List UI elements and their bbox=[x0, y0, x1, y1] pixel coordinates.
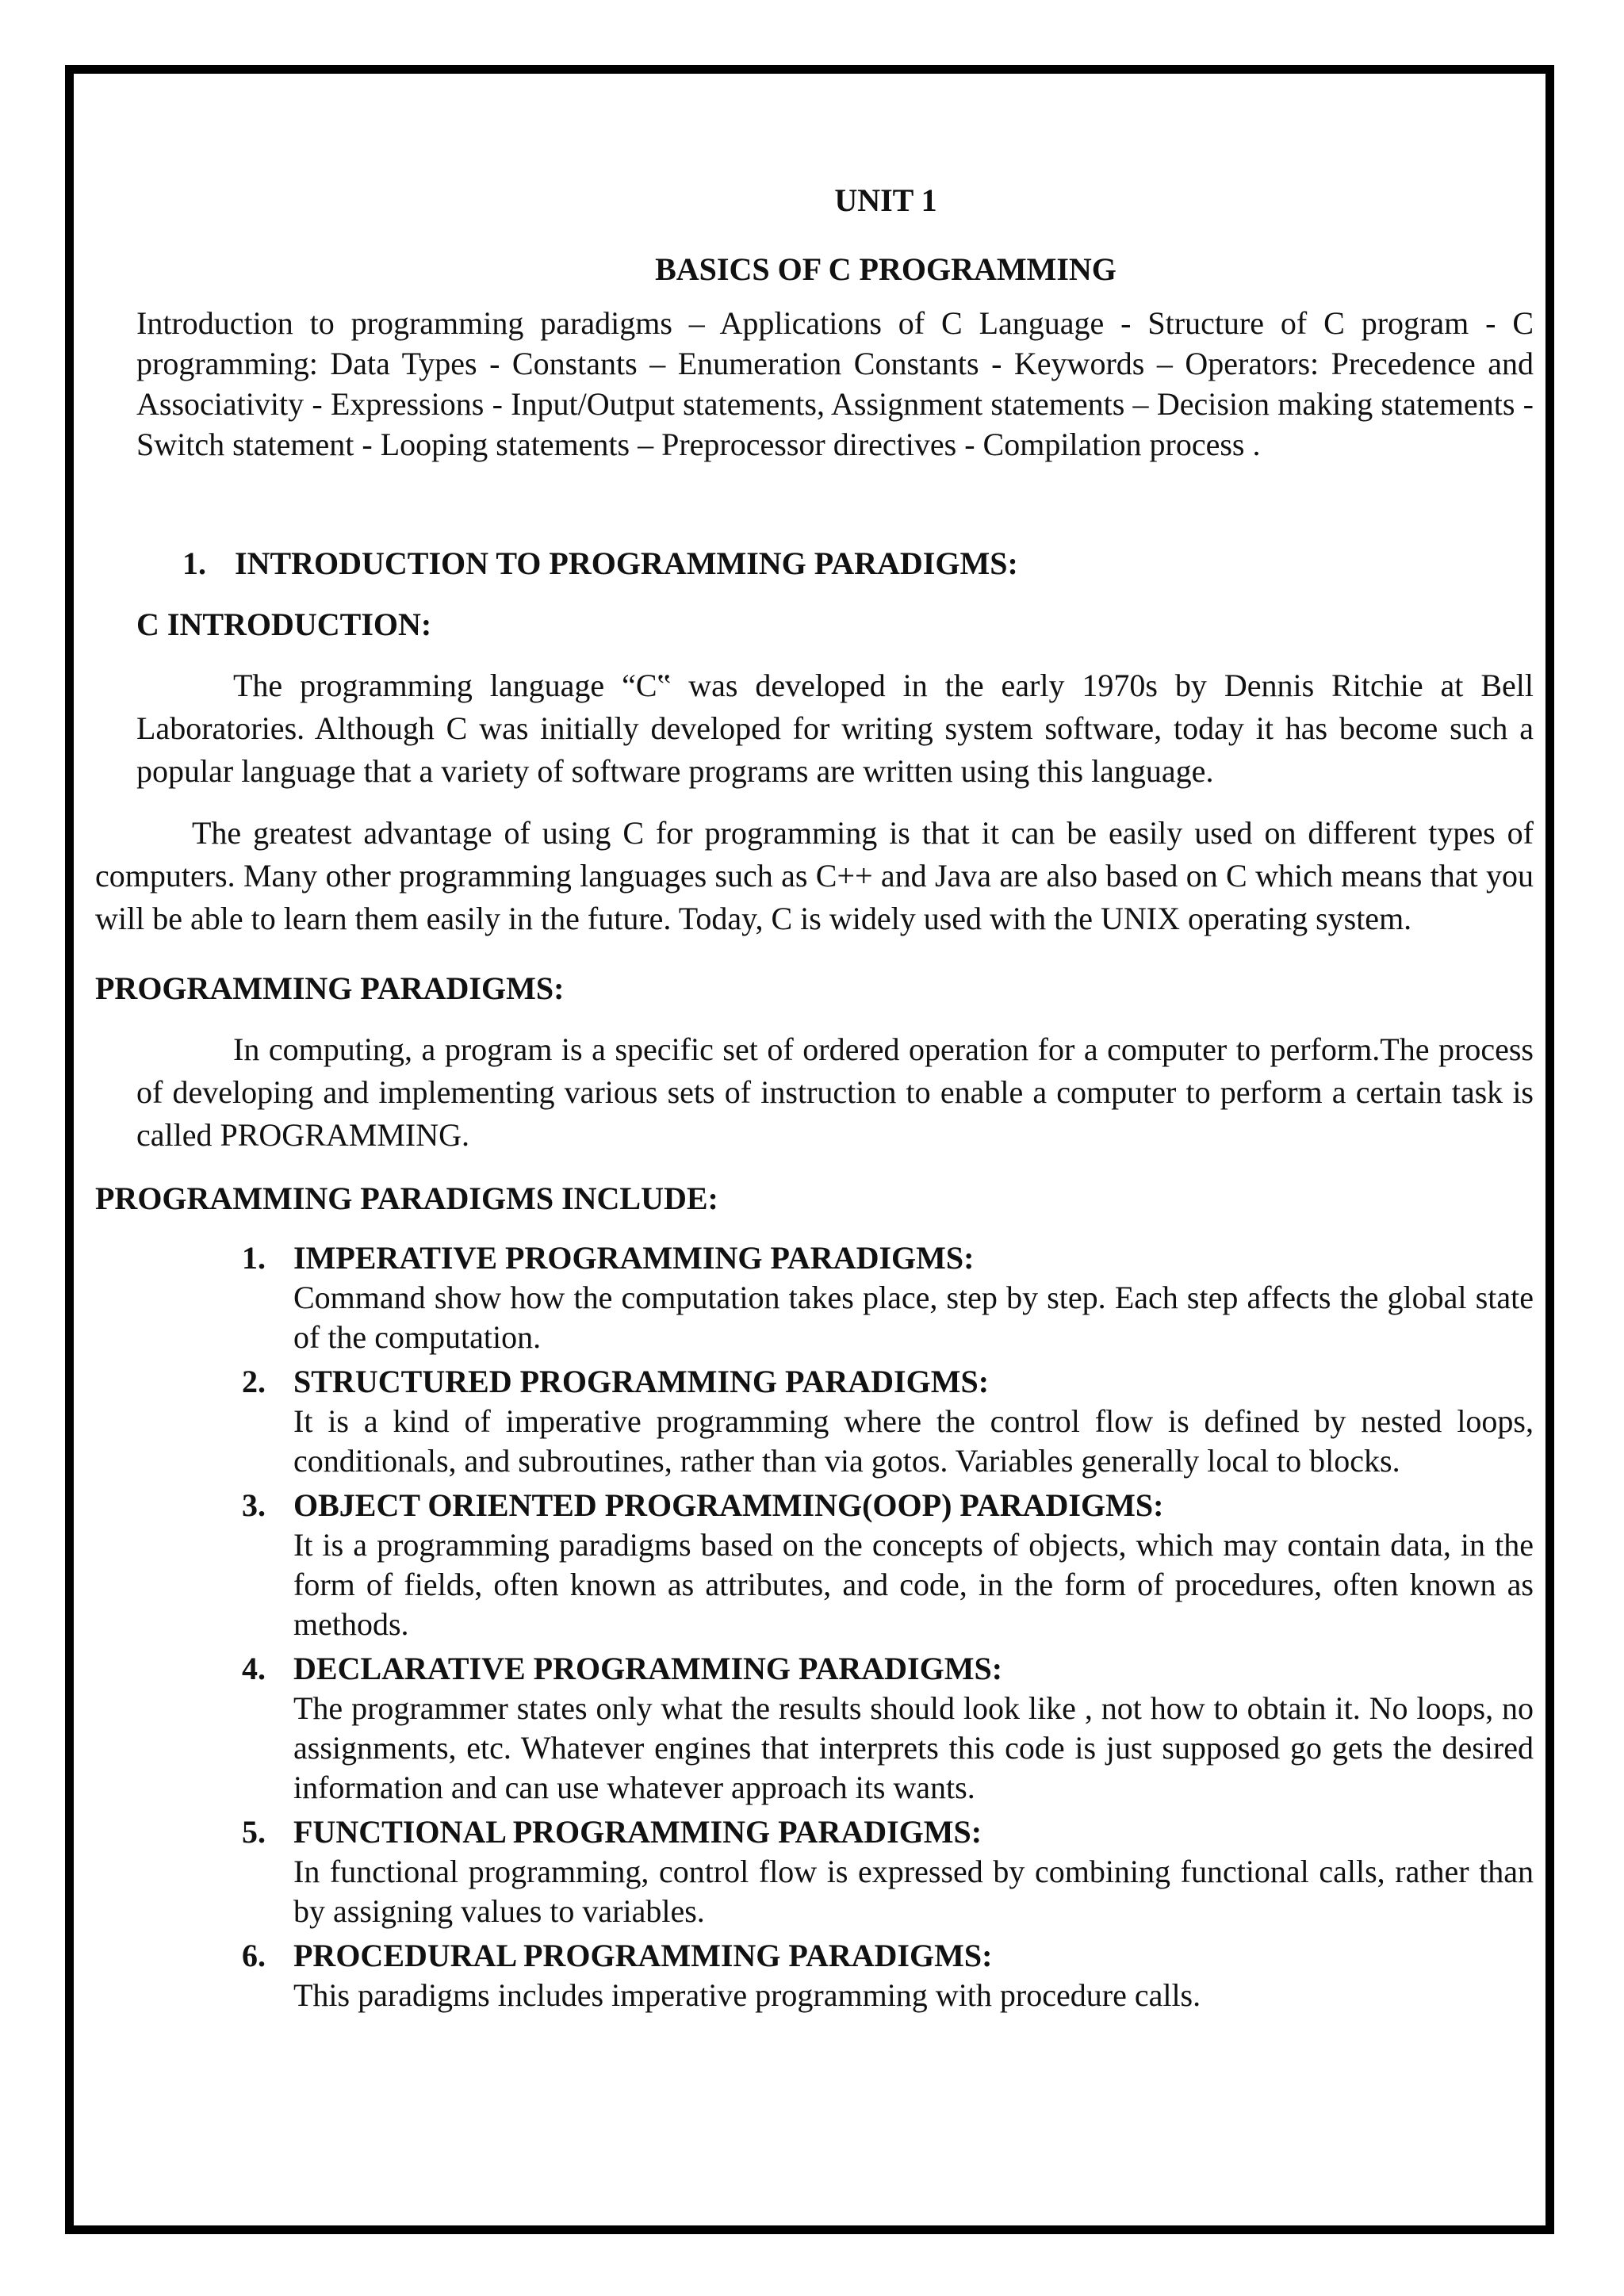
list-item bbox=[242, 1812, 1534, 1931]
list-item-body: The programmer states only what the results should look like , not how to obtain it. No loops, no assignments, etc. Whatever engines that interprets this code is just supposed go gets the desired information and can use whatever approach its wants. bbox=[293, 1690, 1534, 1805]
list-item-title: PROCEDURAL PROGRAMMING PARADIGMS: bbox=[293, 1938, 993, 1973]
list-item bbox=[242, 1362, 1534, 1481]
list-item-title: OBJECT ORIENTED PROGRAMMING(OOP) PARADIGMS: bbox=[293, 1487, 1164, 1523]
document-page bbox=[95, 179, 1534, 2020]
list-item-body: It is a programming paradigms based on the concepts of objects, which may contain data, in the form of fields, often known as attributes, and code, in the form of procedures, often known as methods. bbox=[293, 1527, 1534, 1642]
list-item-number: 4. bbox=[242, 1651, 266, 1686]
list-item-body: In functional programming, control flow is expressed by combining functional calls, rather than by assigning values to variables. bbox=[293, 1854, 1534, 1929]
list-item-number: 6. bbox=[242, 1938, 266, 1973]
list-item-title: FUNCTIONAL PROGRAMMING PARADIGMS: bbox=[293, 1814, 982, 1850]
list-item-body: This paradigms includes imperative programming with procedure calls. bbox=[293, 1977, 1201, 2013]
list-item-body: Command show how the computation takes place, step by step. Each step affects the global state of the computation. bbox=[293, 1280, 1534, 1355]
unit-title: UNIT 1 bbox=[834, 182, 937, 218]
paradigms-list bbox=[95, 1238, 1534, 2015]
programming-paradigms-heading: PROGRAMMING PARADIGMS: bbox=[95, 970, 565, 1006]
list-item-body: It is a kind of imperative programming where the control flow is defined by nested loops, conditionals, and subroutines, rather than via gotos. Variables generally local to blocks. bbox=[293, 1403, 1534, 1479]
c-introduction-paragraph-1: The programming language “C‟ was developed in the early 1970s by Dennis Ritchie at Bell Laboratories. Although C was initially developed for writing system software, today it has become such a popular language that a variety of software programs are written using this language. bbox=[136, 668, 1534, 789]
subject-title: BASICS OF C PROGRAMMING bbox=[655, 251, 1116, 287]
section-title: INTRODUCTION TO PROGRAMMING PARADIGMS: bbox=[235, 545, 1018, 581]
c-introduction-heading: C INTRODUCTION: bbox=[136, 607, 432, 642]
programming-paradigms-paragraph: In computing, a program is a specific set of ordered operation for a computer to perform.The process of developing and implementing various sets of instruction to enable a computer to perform a certain task is called PROGRAMMING. bbox=[136, 1031, 1534, 1153]
list-item-title: IMPERATIVE PROGRAMMING PARADIGMS: bbox=[293, 1240, 975, 1276]
list-item-number: 5. bbox=[242, 1814, 266, 1850]
section-heading-introduction bbox=[182, 542, 1534, 584]
section-number: 1. bbox=[182, 545, 206, 581]
list-item-title: DECLARATIVE PROGRAMMING PARADIGMS: bbox=[293, 1651, 1003, 1686]
list-item-title: STRUCTURED PROGRAMMING PARADIGMS: bbox=[293, 1364, 990, 1399]
list-item-number: 2. bbox=[242, 1364, 266, 1399]
list-item-number: 1. bbox=[242, 1240, 266, 1276]
list-item bbox=[242, 1238, 1534, 1357]
c-introduction-paragraph-2: The greatest advantage of using C for programming is that it can be easily used on different types of computers. Many other programming languages such as C++ and Java are also based on C which means that you will be able to learn them easily in the future. Today, C is widely used with the UNIX operating system. bbox=[95, 815, 1534, 936]
list-item bbox=[242, 1936, 1534, 2015]
list-item-number: 3. bbox=[242, 1487, 266, 1523]
list-item bbox=[242, 1486, 1534, 1644]
list-item bbox=[242, 1649, 1534, 1808]
syllabus-paragraph: Introduction to programming paradigms – Applications of C Language - Structure of C program - C programming: Data Types - Constants – Enumeration Constants - Keywords – Operators: Precedence and Associativity - Expressions - Input/Output statements, Assignment statements – Decision making statements - Switch statement - Looping statements – Preprocessor directives - Compilation process . bbox=[136, 305, 1534, 462]
paradigms-include-heading: PROGRAMMING PARADIGMS INCLUDE: bbox=[95, 1181, 718, 1216]
